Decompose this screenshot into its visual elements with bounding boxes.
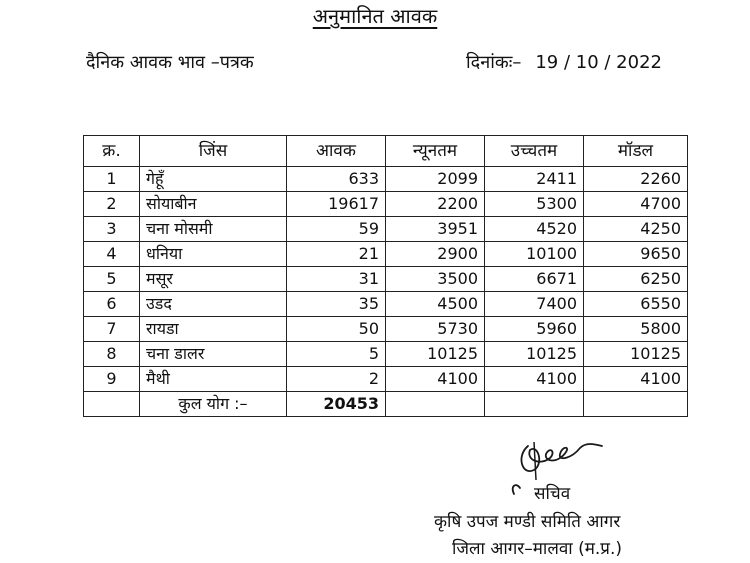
- maximum-price-cell: 2411: [485, 167, 584, 192]
- arrival-cell: 2: [287, 367, 386, 392]
- maximum-price-cell: 7400: [485, 292, 584, 317]
- page-title: अनुमानित आवक: [312, 4, 438, 28]
- arrival-cell: 19617: [287, 192, 386, 217]
- commodity-cell: चना डालर: [140, 342, 287, 367]
- total-empty-cell: [386, 392, 485, 417]
- minimum-price-cell: 3500: [386, 267, 485, 292]
- total-empty-cell: [485, 392, 584, 417]
- commodity-cell: मसूर: [140, 267, 287, 292]
- header-arrival: आवक: [287, 136, 386, 167]
- table-row: [84, 317, 688, 342]
- table-row: [84, 217, 688, 242]
- report-date: [466, 50, 662, 74]
- minimum-price-cell: 2900: [386, 242, 485, 267]
- arrival-cell: 5: [287, 342, 386, 367]
- maximum-price-cell: 10100: [485, 242, 584, 267]
- arrival-cell: 633: [287, 167, 386, 192]
- office-district: जिला आगर–मालवा (म.प्र.): [452, 539, 623, 559]
- designation-secretary: सचिव: [534, 484, 571, 504]
- total-empty-cell: [584, 392, 688, 417]
- table-row: [84, 292, 688, 317]
- total-label: कुल योग :–: [140, 392, 287, 417]
- maximum-price-cell: 4520: [485, 217, 584, 242]
- table-header-row: [84, 136, 688, 167]
- modal-price-cell: 4700: [584, 192, 688, 217]
- minimum-price-cell: 5730: [386, 317, 485, 342]
- modal-price-cell: 6250: [584, 267, 688, 292]
- serial-cell: 6: [84, 292, 140, 317]
- arrival-cell: 59: [287, 217, 386, 242]
- maximum-price-cell: 5300: [485, 192, 584, 217]
- modal-price-cell: 4250: [584, 217, 688, 242]
- modal-price-cell: 6550: [584, 292, 688, 317]
- arrival-cell: 35: [287, 292, 386, 317]
- serial-cell: 7: [84, 317, 140, 342]
- report-subtitle: दैनिक आवक भाव –पत्रक: [86, 52, 254, 73]
- modal-price-cell: 2260: [584, 167, 688, 192]
- minimum-price-cell: 3951: [386, 217, 485, 242]
- modal-price-cell: 5800: [584, 317, 688, 342]
- serial-cell: 1: [84, 167, 140, 192]
- total-row: [84, 392, 688, 417]
- serial-cell: 3: [84, 217, 140, 242]
- serial-cell: 8: [84, 342, 140, 367]
- commodity-cell: उडद: [140, 292, 287, 317]
- commodity-cell: मैथी: [140, 367, 287, 392]
- minimum-price-cell: 4500: [386, 292, 485, 317]
- modal-price-cell: 10125: [584, 342, 688, 367]
- arrival-cell: 31: [287, 267, 386, 292]
- commodity-cell: धनिया: [140, 242, 287, 267]
- total-empty-cell: [84, 392, 140, 417]
- header-minimum: न्यूनतम: [386, 136, 485, 167]
- office-name: कृषि उपज मण्डी समिति आगर: [434, 512, 621, 532]
- serial-cell: 9: [84, 367, 140, 392]
- arrival-cell: 50: [287, 317, 386, 342]
- arrivals-table: [83, 135, 688, 417]
- arrival-cell: 21: [287, 242, 386, 267]
- serial-cell: 2: [84, 192, 140, 217]
- commodity-cell: रायडा: [140, 317, 287, 342]
- table-row: [84, 342, 688, 367]
- maximum-price-cell: 6671: [485, 267, 584, 292]
- table-row: [84, 367, 688, 392]
- modal-price-cell: 4100: [584, 367, 688, 392]
- table-row: [84, 192, 688, 217]
- modal-price-cell: 9650: [584, 242, 688, 267]
- commodity-cell: गेहूँ: [140, 167, 287, 192]
- date-value: 19 / 10 / 2022: [535, 52, 662, 73]
- table-row: [84, 167, 688, 192]
- total-arrival-value: 20453: [287, 392, 386, 417]
- minimum-price-cell: 2099: [386, 167, 485, 192]
- serial-cell: 5: [84, 267, 140, 292]
- maximum-price-cell: 4100: [485, 367, 584, 392]
- minimum-price-cell: 4100: [386, 367, 485, 392]
- serial-cell: 4: [84, 242, 140, 267]
- table-row: [84, 267, 688, 292]
- date-label: दिनांकः–: [466, 52, 522, 73]
- minimum-price-cell: 2200: [386, 192, 485, 217]
- maximum-price-cell: 5960: [485, 317, 584, 342]
- header-maximum: उच्चतम: [485, 136, 584, 167]
- commodity-cell: चना मोसमी: [140, 217, 287, 242]
- header-modal: मॉडल: [584, 136, 688, 167]
- table-row: [84, 242, 688, 267]
- commodity-cell: सोयाबीन: [140, 192, 287, 217]
- minimum-price-cell: 10125: [386, 342, 485, 367]
- maximum-price-cell: 10125: [485, 342, 584, 367]
- header-commodity: जिंस: [140, 136, 287, 167]
- header-serial: क्र.: [84, 136, 140, 167]
